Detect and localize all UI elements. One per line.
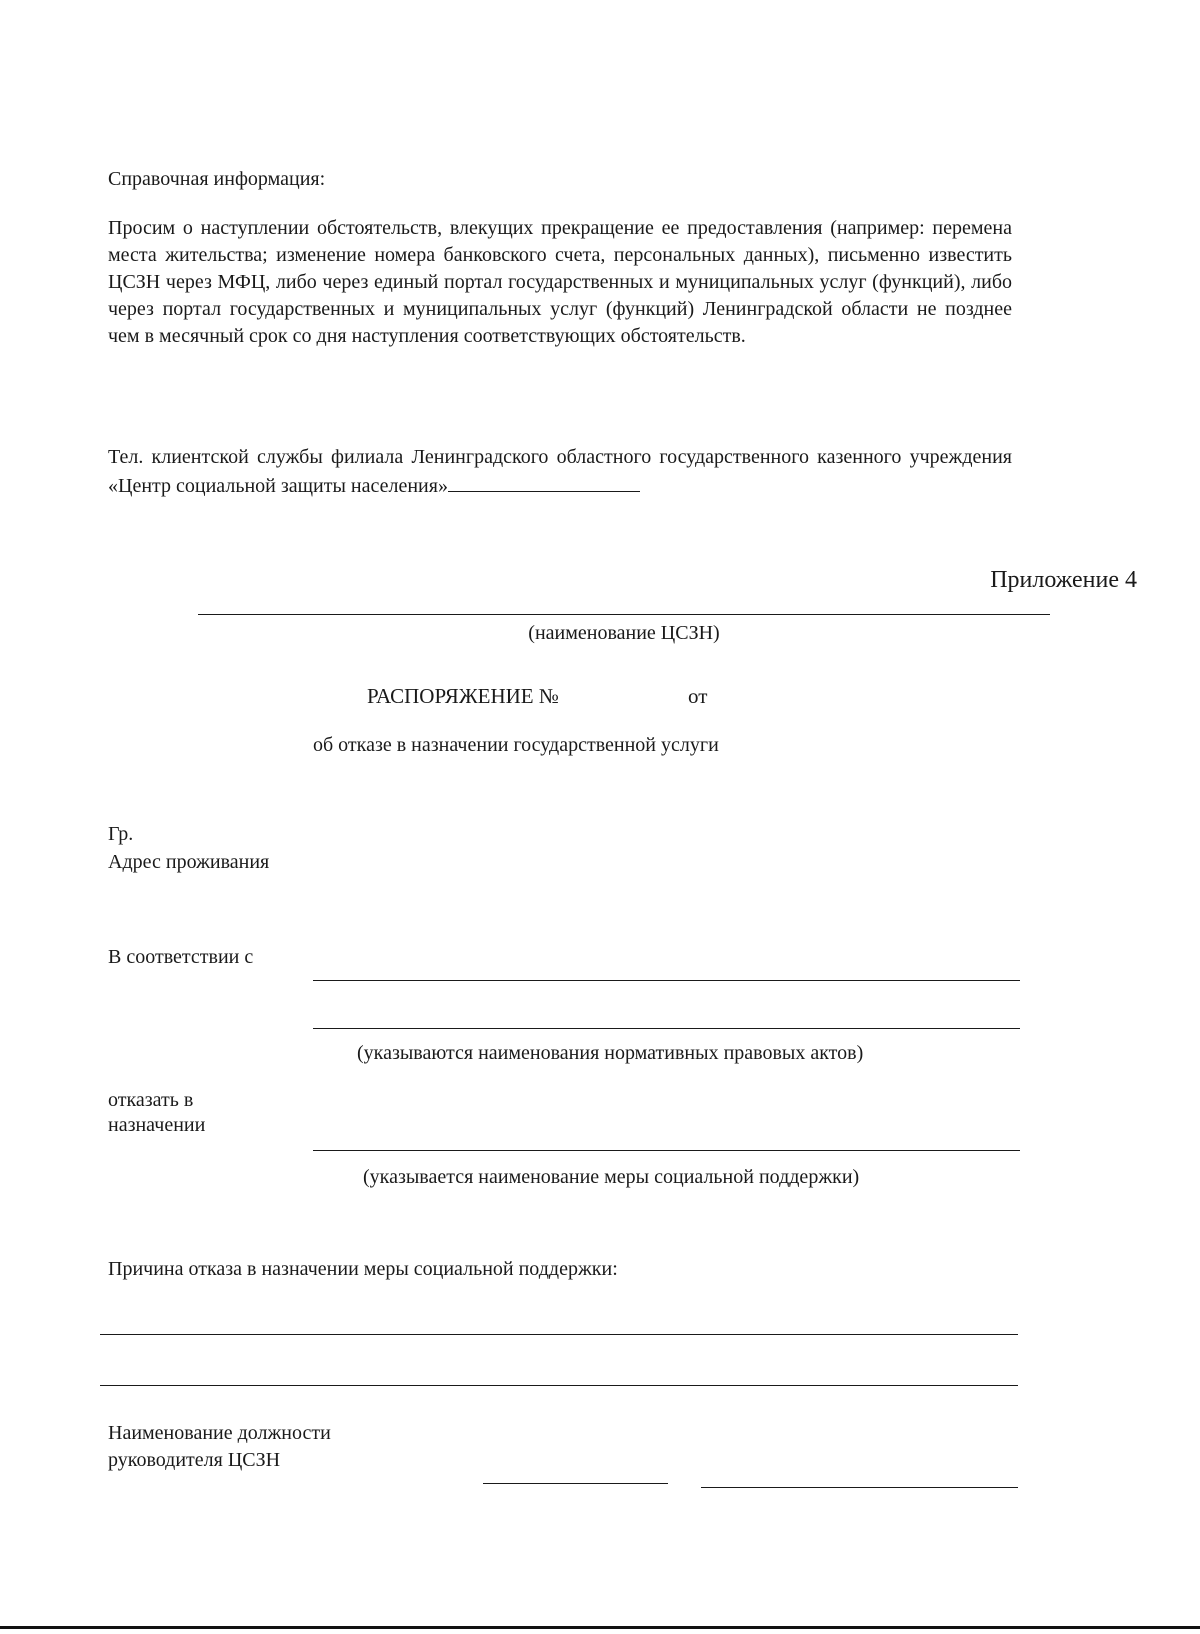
acts-line-2	[313, 1028, 1020, 1029]
reason-line-1	[100, 1334, 1018, 1335]
phone-text: Тел. клиентской службы филиала Ленинградского областного государственного казенного учреждения «Центр социальной защиты населения»	[108, 446, 1012, 497]
signature-name-line	[701, 1487, 1018, 1488]
reason-label: Причина отказа в назначении меры социальной поддержки:	[108, 1258, 618, 1280]
address-label: Адрес проживания	[108, 851, 270, 873]
org-name-line	[198, 614, 1050, 615]
reason-line-2	[100, 1385, 1018, 1386]
acts-line-1	[313, 980, 1020, 981]
position-label-line1: Наименование должности	[108, 1422, 331, 1444]
refuse-label-line2: назначении	[108, 1114, 206, 1136]
measure-line	[313, 1150, 1020, 1151]
order-from: от	[688, 684, 708, 708]
order-title: РАСПОРЯЖЕНИЕ №	[367, 684, 559, 708]
reference-paragraph: Просим о наступлении обстоятельств, влекущих прекращение ее предоставления (например: перемена места жительства; изменение номера банковского счета, персональных данных), письменно известить ЦСЗН через МФЦ, либо через единый портал государственных и муниципальных услуг (функций), либо через портал государственных и муниципальных услуг (функций) Ленинградской области не позднее чем в месячный срок со дня наступления соответствующих обстоятельств.	[108, 217, 1012, 347]
accordance-label: В соответствии с	[108, 946, 254, 968]
position-label-line2: руководителя ЦСЗН	[108, 1449, 281, 1471]
measure-caption: (указывается наименование меры социальной поддержки)	[363, 1166, 860, 1188]
acts-caption: (указываются наименования нормативных правовых актов)	[357, 1042, 864, 1064]
refuse-label-line1: отказать в	[108, 1089, 194, 1111]
scan-bottom-edge	[0, 1626, 1200, 1629]
phone-paragraph	[108, 444, 1012, 500]
org-caption: (наименование ЦСЗН)	[528, 622, 720, 644]
signature-line	[483, 1483, 668, 1484]
phone-blank-line	[448, 471, 640, 492]
reference-heading: Справочная информация:	[108, 168, 326, 190]
order-subject: об отказе в назначении государственной услуги	[313, 734, 719, 756]
citizen-label: Гр.	[108, 823, 134, 845]
appendix-label: Приложение 4	[990, 567, 1137, 593]
